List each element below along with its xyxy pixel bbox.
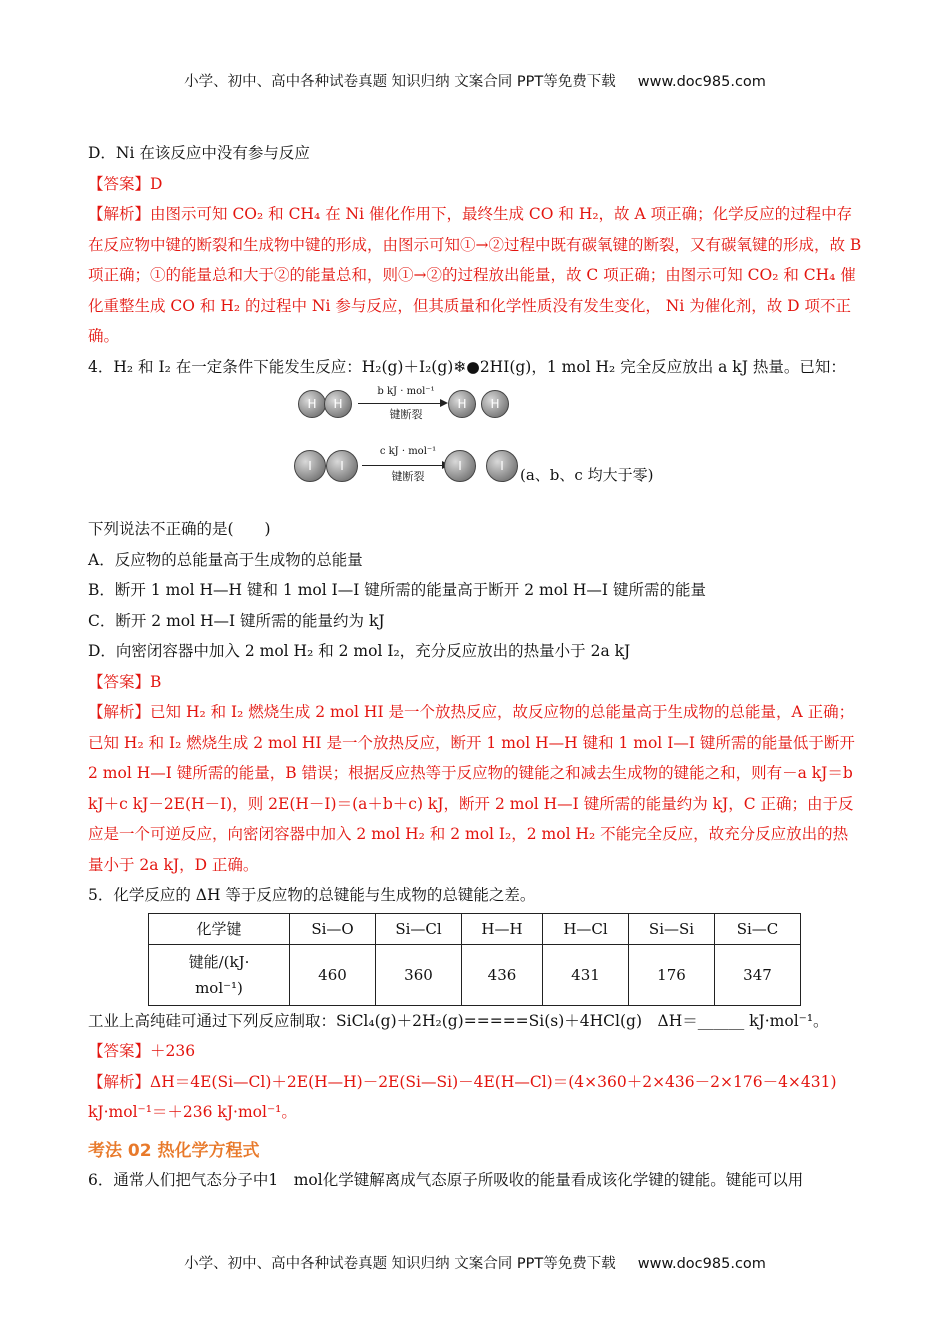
i-atom: I bbox=[486, 450, 518, 482]
i-atom: I bbox=[326, 450, 358, 482]
q5-analysis-label: 【解析】 bbox=[88, 1072, 151, 1091]
arrow2-top-label: c kJ · mol⁻¹ bbox=[379, 446, 437, 457]
i-atom: I bbox=[444, 450, 476, 482]
row-label-line2: mol⁻¹) bbox=[195, 978, 243, 997]
q5-analysis-text: ΔH＝4E(Si—Cl)＋2E(H—H)－2E(Si—Si)－4E(H—Cl)＝(4×360＋2×436－2×176－4×431) kJ·mol⁻¹＝＋236 kJ·mol⁻¹。 bbox=[88, 1072, 837, 1121]
table-header-cell: Si—O bbox=[290, 913, 376, 944]
table-row bbox=[149, 944, 801, 1005]
header-text: 小学、初中、高中各种试卷真题 知识归纳 文案合同 PPT等免费下载 bbox=[184, 74, 616, 90]
table-header-cell: H—Cl bbox=[543, 913, 629, 944]
arrow1-bottom-label: 键断裂 bbox=[389, 408, 423, 421]
q4-analysis bbox=[88, 697, 863, 880]
h-atom: H bbox=[298, 390, 326, 418]
q4-option-c: C．断开 2 mol H—I 键所需的能量约为 kJ bbox=[88, 611, 385, 630]
i-atom: I bbox=[294, 450, 326, 482]
table-header-cell: 化学键 bbox=[149, 913, 290, 944]
table-header-cell: H—H bbox=[462, 913, 543, 944]
bond-energy-table bbox=[148, 913, 801, 1006]
q4-option-d: D．向密闭容器中加入 2 mol H₂ 和 2 mol I₂，充分反应放出的热量小于 2a kJ bbox=[88, 642, 631, 660]
bond-breaking-figure bbox=[88, 384, 863, 512]
q3-analysis-text: 由图示可知 CO₂ 和 CH₄ 在 Ni 催化作用下，最终生成 CO 和 H₂，故 A 项正确；化学反应的过程中存在反应物中键的断裂和生成物中键的形成，由图示可知①→②过程中既有碳氧键的断裂，又有碳氧键的形成，故 B 项正确；①的能量总和大于②的能量总和，则①→②的过程放出能量，故 C 项正确；由图示可知 CO₂ 和 CH₄ 催化重整生成 CO 和 H₂ 的过程中 Ni 参与反应，但其质量和化学性质没有发生变化， Ni 为催化剂，故 D 项不正确。 bbox=[88, 205, 862, 345]
q3-analysis bbox=[88, 199, 863, 352]
table-header-row bbox=[149, 913, 801, 944]
abc-note: (a、b、c 均大于零) bbox=[520, 466, 654, 484]
q5-analysis bbox=[88, 1067, 863, 1128]
table-header-cell: Si—Si bbox=[629, 913, 715, 944]
q4-question: 下列说法不正确的是( ) bbox=[88, 520, 271, 538]
q4-answer: 【答案】B bbox=[88, 672, 162, 691]
q4-option-a: A．反应物的总能量高于生成物的总能量 bbox=[88, 550, 363, 569]
table-cell: 347 bbox=[715, 944, 801, 1005]
q5-question: 工业上高纯硅可通过下列反应制取：SiCl₄(g)＋2H₂(g)=====Si(s)＋4HCl(g) ΔH＝______ kJ·mol⁻¹。 bbox=[88, 1011, 829, 1030]
arrow1-top-label: b kJ · mol⁻¹ bbox=[377, 386, 435, 397]
q3-answer: 【答案】D bbox=[88, 174, 163, 193]
table-cell: 460 bbox=[290, 944, 376, 1005]
page-footer bbox=[0, 1252, 950, 1273]
document-body bbox=[88, 138, 863, 1195]
table-cell: 176 bbox=[629, 944, 715, 1005]
q4-analysis-label: 【解析】 bbox=[88, 703, 151, 721]
q5-answer: 【答案】＋236 bbox=[88, 1042, 196, 1060]
h-atom: H bbox=[324, 390, 352, 418]
table-cell: 436 bbox=[462, 944, 543, 1005]
table-header-cell: Si—C bbox=[715, 913, 801, 944]
arrow2-bottom-label: 键断裂 bbox=[391, 470, 425, 483]
arrow2-line bbox=[362, 465, 442, 466]
q4-stem: 4．H₂ 和 I₂ 在一定条件下能发生反应：H₂(g)＋I₂(g)❄●2HI(g)，1 mol H₂ 完全反应放出 a kJ 热量。已知： bbox=[88, 357, 846, 376]
page-header bbox=[0, 70, 950, 91]
footer-url[interactable]: www.doc985.com bbox=[637, 1256, 766, 1272]
table-cell: 431 bbox=[543, 944, 629, 1005]
header-url[interactable]: www.doc985.com bbox=[637, 74, 766, 90]
table-row-label bbox=[149, 944, 290, 1005]
h-atom: H bbox=[481, 390, 509, 418]
section-title: 考法 02 热化学方程式 bbox=[88, 1140, 260, 1161]
footer-text: 小学、初中、高中各种试卷真题 知识归纳 文案合同 PPT等免费下载 bbox=[184, 1256, 616, 1272]
h-atom: H bbox=[448, 390, 476, 418]
q3-analysis-label: 【解析】 bbox=[88, 205, 151, 223]
q3-option-d: D．Ni 在该反应中没有参与反应 bbox=[88, 144, 310, 162]
row-label-line1: 键能/(kJ· bbox=[188, 952, 250, 971]
q5-stem: 5．化学反应的 ΔH 等于反应物的总键能与生成物的总键能之差。 bbox=[88, 886, 536, 904]
q6-stem: 6．通常人们把气态分子中1 mol化学键解离成气态原子所吸收的能量看成该化学键的键能。键能可以用 bbox=[88, 1170, 804, 1189]
arrow1-line bbox=[358, 403, 440, 404]
table-cell: 360 bbox=[376, 944, 462, 1005]
q4-analysis-text: 已知 H₂ 和 I₂ 燃烧生成 2 mol HI 是一个放热反应，故反应物的总能量高于生成物的总能量，A 正确；已知 H₂ 和 I₂ 燃烧生成 2 mol HI 是一个放热反应，断开 1 mol H—H 键和 1 mol I—I 键所需的能量低于断开 2 mol H—I 键所需的能量，B 错误；根据反应热等于反应物的键能之和减去生成物的键能之和，则有－a kJ＝b kJ＋c kJ－2E(H－I)，则 2E(H－I)＝(a＋b＋c) kJ，断开 2 mol H—I 键所需的能量约为 kJ，C 正确；由于反应是一个可逆反应，向密闭容器中加入 2 mol H₂ 和 2 mol I₂，2 mol H₂ 不能完全反应，故充分反应放出的热量小于 2a kJ，D 正确。 bbox=[88, 703, 855, 874]
table-header-cell: Si—Cl bbox=[376, 913, 462, 944]
q4-option-b: B．断开 1 mol H—H 键和 1 mol I—I 键所需的能量高于断开 2 mol H—I 键所需的能量 bbox=[88, 581, 706, 599]
